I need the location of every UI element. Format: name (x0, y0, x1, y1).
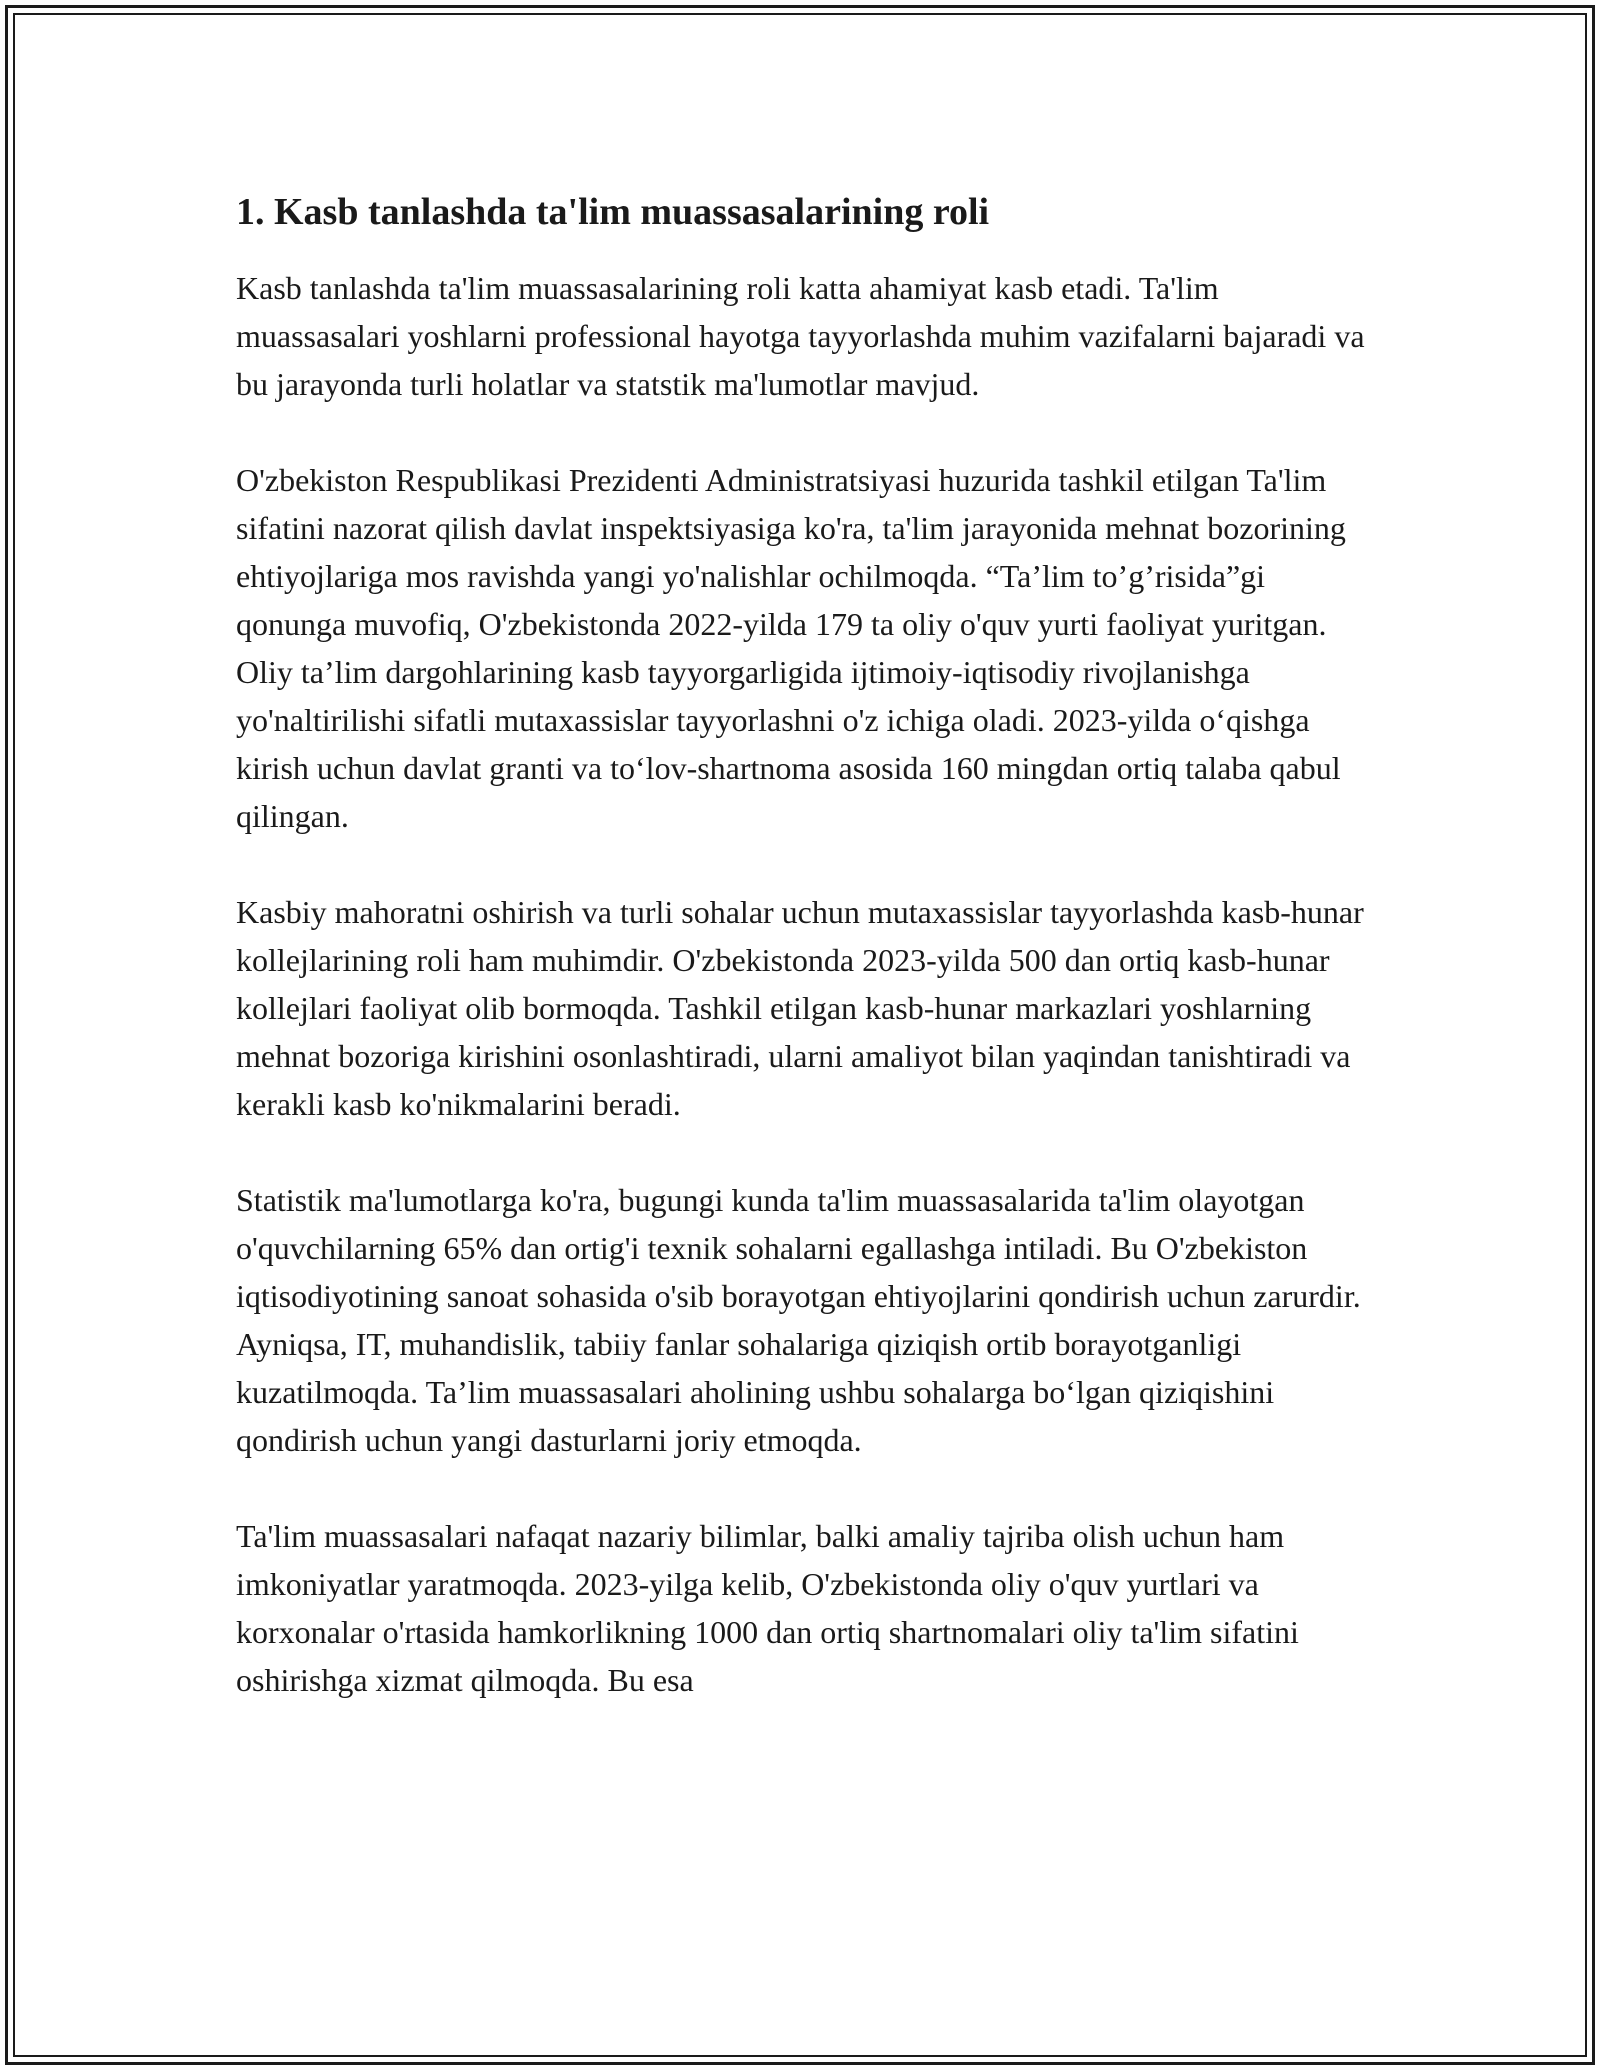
paragraph-1: Kasb tanlashda ta'lim muassasalarining roli katta ahamiyat kasb etadi. Ta'lim muassasalari yoshlarni professional hayotga tayyorlashda muhim vazifalarni bajaradi va bu jarayonda turli holatlar va statstik ma'lumotlar mavjud. (236, 270, 1365, 402)
paragraph-4: Statistik ma'lumotlarga ko'ra, bugungi kunda ta'lim muassasalarida ta'lim olayotgan o'quvchilarning 65% dan ortig'i texnik sohalarni egallashga intiladi. Bu O'zbekiston iqtisodiyotining sanoat sohasida o'sib borayotgan ehtiyojlarini qondirish uchun zarurdir. Ayniqsa, IT, muhandislik, tabiiy fanlar sohalariga qiziqish ortib borayotganligi kuzatilmoqda. Ta’lim muassasalari aholining ushbu sohalarga bo‘lgan qiziqishini qondirish uchun yangi dasturlarni joriy etmoqda. (236, 1182, 1361, 1458)
paragraph-3: Kasbiy mahoratni oshirish va turli sohalar uchun mutaxassislar tayyorlashda kasb-hunar kollejlarining roli ham muhimdir. O'zbekistonda 2023-yilda 500 dan ortiq kasb-hunar kollejlari faoliyat olib bormoqda. Tashkil etilgan kasb-hunar markazlari yoshlarning mehnat bozoriga kirishini osonlashtiradi, ularni amaliyot bilan yaqindan tanishtiradi va kerakli kasb ko'nikmalarini beradi. (236, 894, 1364, 1122)
document-body (236, 188, 1376, 1704)
paragraph-5: Ta'lim muassasalari nafaqat nazariy bilimlar, balki amaliy tajriba olish uchun ham imkoniyatlar yaratmoqda. 2023-yilga kelib, O'zbekistonda oliy o'quv yurtlari va korxonalar o'rtasida hamkorlikning 1000 dan ortiq shartnomalari oliy ta'lim sifatini oshirishga xizmat qilmoqda. Bu esa (236, 1518, 1299, 1698)
section-heading: 1. Kasb tanlashda ta'lim muassasalarining roli (236, 191, 990, 233)
paragraph-2: O'zbekiston Respublikasi Prezidenti Administratsiyasi huzurida tashkil etilgan Ta'lim sifatini nazorat qilish davlat inspektsiyasiga ko'ra, ta'lim jarayonida mehnat bozorining ehtiyojlariga mos ravishda yangi yo'nalishlar ochilmoqda. “Ta’lim to’g’risida”gi qonunga muvofiq, O'zbekistonda 2022-yilda 179 ta oliy o'quv yurti faoliyat yuritgan. Oliy ta’lim dargohlarining kasb tayyorgarligida ijtimoiy-iqtisodiy rivojlanishga yo'naltirilishi sifatli mutaxassislar tayyorlashni o'z ichiga oladi. 2023-yilda o‘qishga kirish uchun davlat granti va to‘lov-shartnoma asosida 160 mingdan ortiq talaba qabul qilingan. (236, 462, 1346, 834)
